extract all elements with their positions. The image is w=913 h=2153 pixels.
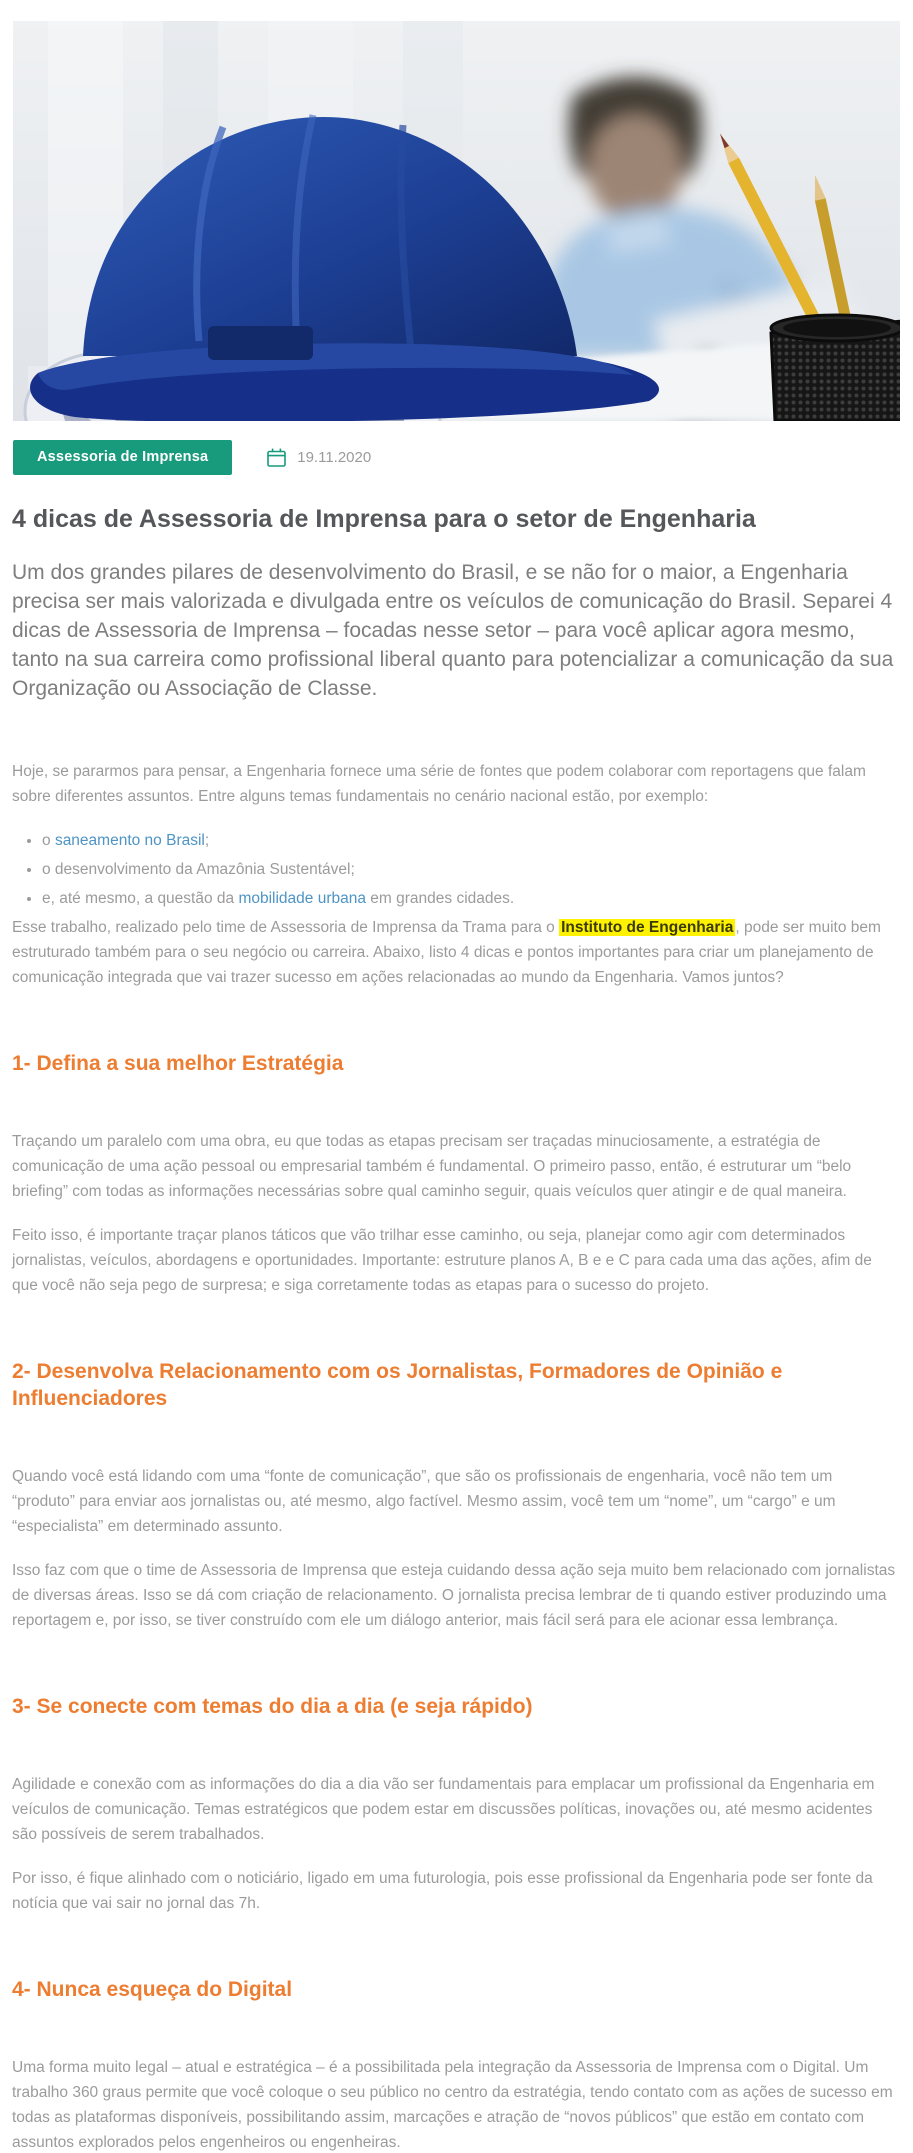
section-heading-4: 4- Nunca esqueça do Digital [12, 1978, 293, 2001]
intro-paragraph: Hoje, se pararmos para pensar, a Engenharia fornece uma série de fontes que podem colaborar com reportagens que falam sobre diferentes assuntos. Entre alguns temas fundamentais no cenário nacional estão, por exemplo: [12, 763, 866, 805]
section-paragraph: Uma forma muito legal – atual e estratégica – é a possibilitada pela integração da Assessoria de Imprensa com o Digital. Um trabalho 360 graus permite que você coloque o seu público no centro da estratégia, tendo contato com as ações de sucesso em todas as plataformas disponíveis, possibilitando assim, marcações e atração de “novos públicos” que estão em contato com assuntos explorados pelos engenheiros ou engenheiras. [12, 2059, 893, 2151]
section-paragraph: Traçando um paralelo com uma obra, eu que todas as etapas precisam ser traçadas minuciosamente, a estratégia de comunicação de uma ação pessoal ou empresarial também é fundamental. O primeiro passo, então, é estruturar um “belo briefing” com todas as informações necessárias sobre qual caminho seguir, quais veículos quer atingir e de qual maneira. [12, 1133, 852, 1200]
list-item [42, 886, 897, 911]
section-paragraph: Isso faz com que o time de Assessoria de Imprensa que esteja cuidando dessa ação seja muito bem relacionado com jornalistas de diversas áreas. Isso se dá com criação de relacionamento. O jornalista precisa lembrar de ti quando estiver produzindo uma reportagem e, por isso, se tiver construído com ele um diálogo anterior, mais fácil será para ele acionar essa lembrança. [12, 1562, 896, 1629]
bullet-text: o [42, 832, 55, 849]
article-lead: Um dos grandes pilares de desenvolvimento do Brasil, e se não for o maior, a Engenharia precisa ser mais valorizada e divulgada entre os veículos de comunicação do Brasil. Separei 4 dicas de Assessoria de Imprensa – focadas nesse setor – para você aplicar agora mesmo, tanto na sua carreira como profissional liberal quanto para potencializar a comunicação da sua Organização ou Associação de Classe. [12, 561, 894, 700]
hero-illustration [13, 21, 900, 421]
post-meta [13, 440, 899, 475]
section-heading-1: 1- Defina a sua melhor Estratégia [12, 1052, 344, 1075]
paragraph-text: Esse trabalho, realizado pelo time de Assessoria de Imprensa da Trama para o [12, 919, 560, 936]
section-paragraph: Quando você está lidando com uma “fonte de comunicação”, que são os profissionais de engenharia, você não tem um “produto” para enviar aos jornalistas ou, até mesmo, algo factível. Mesmo assim, você tem um “nome”, um “cargo” e um “especialista” em determinado assunto. [12, 1468, 836, 1535]
post-date [266, 447, 371, 468]
date-text: 19.11.2020 [297, 449, 372, 466]
paragraph-text: , pode ser muito bem estruturado também para o seu negócio ou carreira. Abaixo, listo 4 dicas e pontos importantes para criar um planejamento de comunicação integrada que vai trazer sucesso em ações relacionadas ao mundo da Engenharia. Vamos juntos? [12, 919, 881, 986]
section-paragraph: Agilidade e conexão com as informações do dia a dia vão ser fundamentais para emplacar um profissional da Engenharia em veículos de comunicação. Temas estratégicos que podem estar em discussões políticas, inovações ou, até mesmo acidentes são possíveis de serem trabalhados. [12, 1776, 875, 1843]
link-saneamento-no-brasil[interactable]: saneamento no Brasil [54, 832, 205, 849]
list-item [42, 857, 897, 882]
section-paragraph: Por isso, é fique alinhado com o noticiário, ligado em uma futurologia, pois esse profissional da Engenharia pode ser fonte da notícia que vai sair no jornal das 7h. [12, 1870, 873, 1912]
bullet-text: ; [204, 832, 210, 849]
article-body [12, 759, 897, 2153]
article-title: 4 dicas de Assessoria de Imprensa para o setor de Engenharia [12, 505, 756, 533]
calendar-icon [266, 447, 287, 468]
bullet-text: em grandes cidades. [366, 890, 515, 907]
category-badge[interactable]: Assessoria de Imprensa [13, 440, 232, 475]
section-paragraph: Feito isso, é importante traçar planos táticos que vão trilhar esse caminho, ou seja, planejar como agir com determinados jornalistas, veículos, abordagens e oportunidades. Importante: estruture planos A, B e e C para cada uma das ações, afim de que você não seja pego de surpresa; e siga corretamente todas as etapas para o sucesso do projeto. [12, 1227, 872, 1294]
highlighted-text: Instituto de Engenharia [561, 919, 734, 936]
section-heading-2: 2- Desenvolva Relacionamento com os Jornalistas, Formadores de Opinião e Influenciadores [12, 1360, 783, 1410]
bullet-text: o desenvolvimento da Amazônia Sustentável; [42, 861, 355, 878]
hero-image [13, 21, 900, 421]
list-item [42, 828, 897, 853]
topics-list [12, 828, 897, 911]
link-mobilidade-urbana[interactable]: mobilidade urbana [238, 890, 366, 907]
section-heading-3: 3- Se conecte com temas do dia a dia (e seja rápido) [12, 1695, 533, 1718]
highlight-paragraph [12, 915, 897, 990]
bullet-text: e, até mesmo, a questão da [42, 890, 239, 907]
